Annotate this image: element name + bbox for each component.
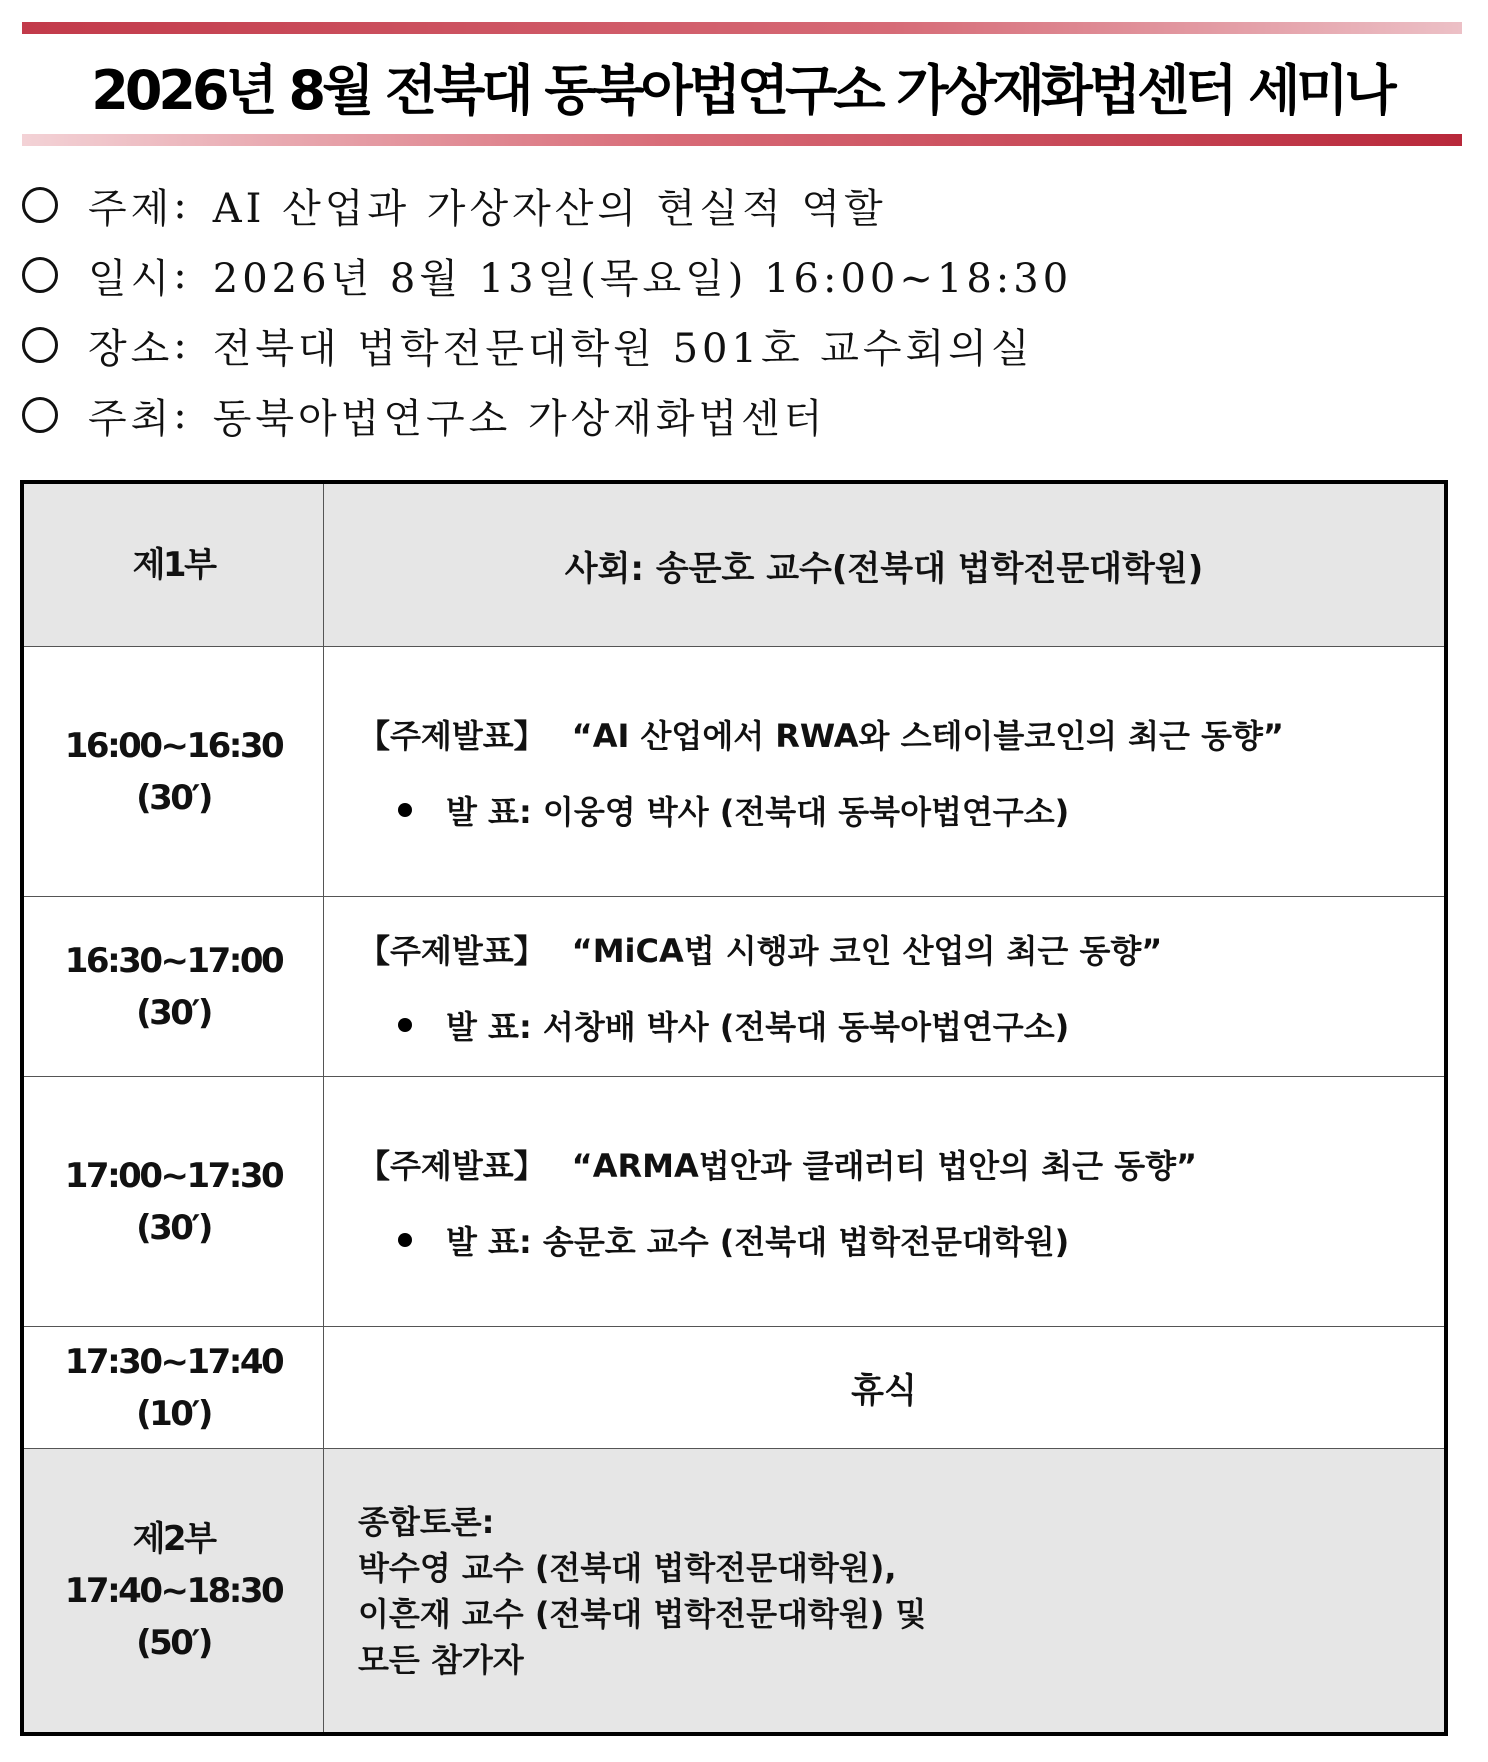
info-venue: [22, 310, 1072, 380]
session-topic: “ARMA법안과 클래러티 법안의 최근 동향”: [571, 1146, 1198, 1185]
colon: :: [173, 322, 191, 368]
schedule-table: [20, 480, 1448, 1736]
session-tag: 【주제발표】: [358, 931, 546, 970]
title-top-bar: [22, 22, 1462, 34]
session-content: [324, 897, 1444, 1077]
circle-bullet-icon: [22, 257, 58, 293]
session-tag: 【주제발표】: [358, 1146, 546, 1185]
info-datetime: [22, 240, 1072, 310]
session-time-range: 17:00~17:30: [64, 1155, 283, 1196]
session-duration: (30′): [136, 1207, 211, 1248]
session-tag: 【주제발표】: [358, 716, 546, 755]
seminar-info: [22, 170, 1072, 450]
colon: :: [173, 392, 191, 438]
session-topic: “MiCA법 시행과 코인 산업의 최근 동향”: [571, 931, 1163, 970]
colon: :: [173, 182, 191, 228]
part2-discussion: [324, 1449, 1444, 1732]
part1-label-text: 제1부: [132, 545, 215, 585]
break-content: [324, 1327, 1444, 1449]
info-label: 일시: [88, 255, 174, 302]
break-duration: (10′): [136, 1393, 211, 1434]
page-title: 2026년 8월 전북대 동북아법연구소 가상재화법센터 세미나: [91, 58, 1393, 122]
session-duration: (30′): [136, 992, 211, 1033]
info-topic: [22, 170, 1072, 240]
session-time-range: 16:00~16:30: [64, 725, 283, 766]
part2-label: 제2부: [132, 1518, 215, 1559]
break-time: [24, 1327, 324, 1449]
bullet-dot-icon: [398, 803, 412, 817]
part2-duration: (50′): [136, 1622, 211, 1663]
discussion-line: 이흔재 교수 (전북대 법학전문대학원) 및: [358, 1594, 927, 1633]
info-label: 장소: [88, 325, 174, 372]
session-content: [324, 647, 1444, 897]
bullet-dot-icon: [398, 1018, 412, 1032]
session-duration: (30′): [136, 777, 211, 818]
discussion-line: 모든 참가자: [358, 1640, 524, 1679]
info-value: AI 산업과 가상자산의 현실적 역할: [212, 185, 887, 232]
session-topic: “AI 산업에서 RWA와 스테이블코인의 최근 동향”: [571, 716, 1284, 755]
session-content: [324, 1077, 1444, 1327]
bullet-dot-icon: [398, 1233, 412, 1247]
session-speaker-line: [398, 787, 1444, 833]
session-speaker: 발 표: 송문호 교수 (전북대 법학전문대학원): [446, 1222, 1070, 1261]
session-speaker: 발 표: 이웅영 박사 (전북대 동북아법연구소): [446, 792, 1070, 831]
session-time-range: 16:30~17:00: [64, 940, 283, 981]
session-speaker: 발 표: 서창배 박사 (전북대 동북아법연구소): [446, 1007, 1070, 1046]
part2-time-range: 17:40~18:30: [64, 1570, 283, 1611]
session-speaker-line: [398, 1002, 1444, 1048]
part2-time: [24, 1449, 324, 1732]
info-host: [22, 380, 1072, 450]
session-topic-line: [358, 926, 1444, 972]
moderator-text: 사회: 송문호 교수(전북대 법학전문대학원): [564, 548, 1204, 589]
info-label: 주제: [88, 185, 174, 232]
session-topic-line: [358, 1141, 1444, 1187]
circle-bullet-icon: [22, 327, 58, 363]
title-bottom-bar: [22, 134, 1462, 146]
part1-label: [24, 484, 324, 647]
colon: :: [173, 252, 191, 298]
circle-bullet-icon: [22, 397, 58, 433]
discussion-line: 종합토론:: [358, 1502, 495, 1541]
session-time: [24, 647, 324, 897]
session-time: [24, 1077, 324, 1327]
break-label: 휴식: [851, 1371, 917, 1411]
discussion-line: 박수영 교수 (전북대 법학전문대학원),: [358, 1548, 897, 1587]
info-value: 동북아법연구소 가상재화법센터: [212, 395, 827, 442]
info-value: 전북대 법학전문대학원 501호 교수회의실: [212, 325, 1034, 372]
session-speaker-line: [398, 1217, 1444, 1263]
session-time: [24, 897, 324, 1077]
info-label: 주최: [88, 395, 174, 442]
part1-moderator: [324, 484, 1444, 647]
info-value: 2026년 8월 13일(목요일) 16:00~18:30: [212, 255, 1073, 302]
break-time-range: 17:30~17:40: [64, 1341, 283, 1382]
circle-bullet-icon: [22, 187, 58, 223]
session-topic-line: [358, 711, 1444, 757]
